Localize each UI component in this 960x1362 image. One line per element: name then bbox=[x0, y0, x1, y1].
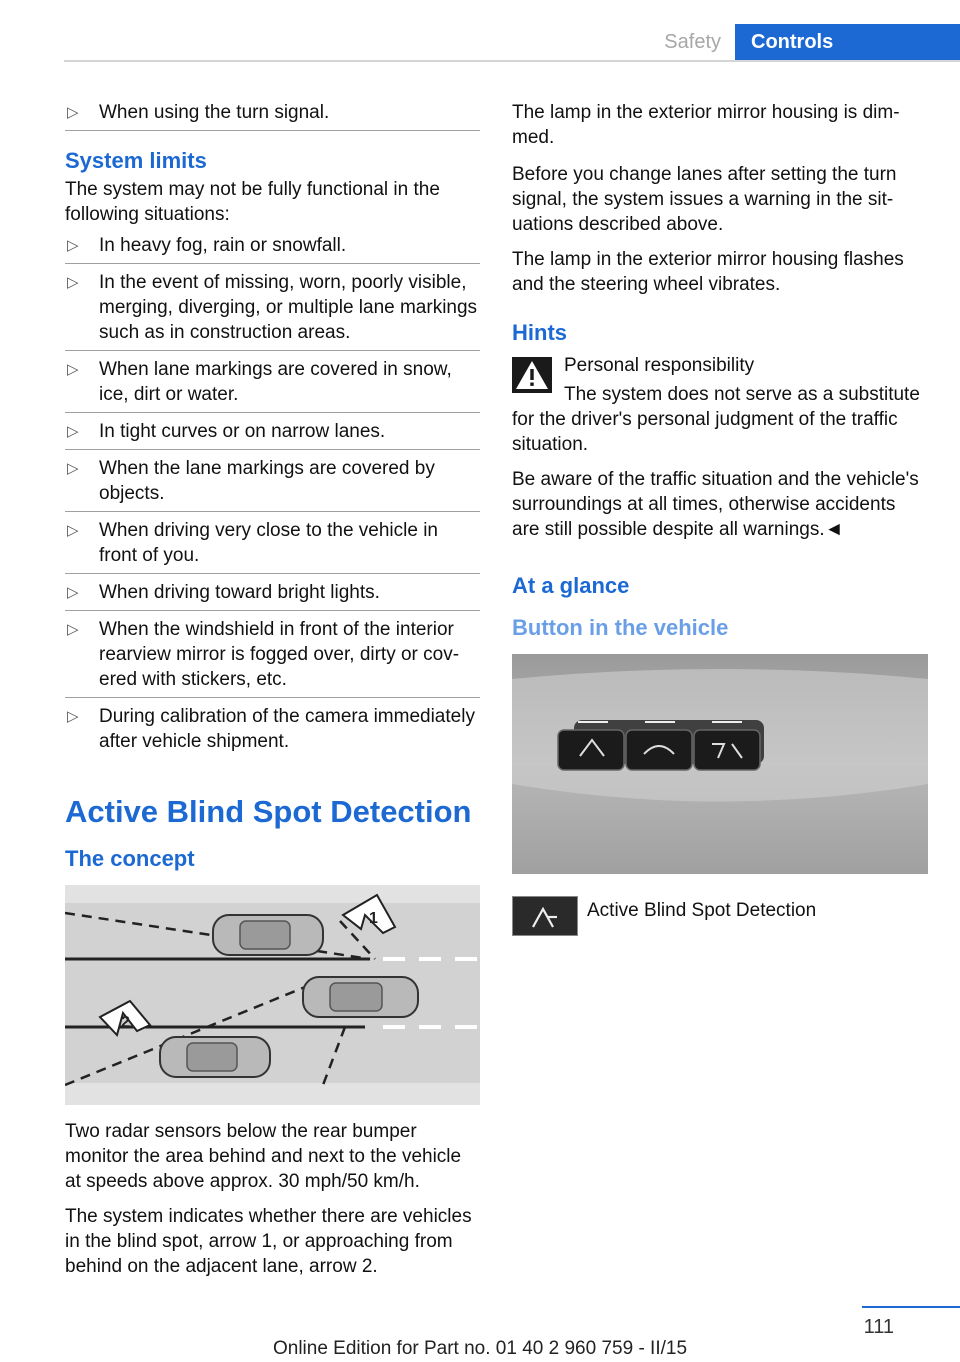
triangle-bullet-icon: ▷ bbox=[67, 274, 79, 291]
turn-signal-list bbox=[65, 100, 480, 131]
warning-block bbox=[512, 353, 928, 457]
warning-text: The system does not serve as a substitute for the driver's personal judgment of the traffic situation. bbox=[512, 384, 920, 455]
list-item: ▷ When lane markings are covered in snow, ice, dirt or water. bbox=[65, 357, 480, 413]
car-top bbox=[213, 915, 323, 955]
vehicle-button-photo bbox=[512, 654, 928, 874]
list-item: ▷ When the lane markings are covered by objects. bbox=[65, 456, 480, 512]
system-limits-list bbox=[65, 233, 480, 759]
concept-paragraph-1: Two radar sensors below the rear bumper monitor the area behind and next to the vehicle at speeds above approx. 30 mph/50 km/h. bbox=[65, 1121, 462, 1192]
tab-safety[interactable]: Safety bbox=[621, 24, 735, 60]
warning-title: Personal responsibility bbox=[564, 355, 755, 376]
header-tabs bbox=[621, 24, 960, 60]
system-limits-heading: System limits bbox=[65, 148, 207, 173]
lamp-dimmed-text: The lamp in the exterior mirror housing is dimmed. bbox=[512, 102, 900, 148]
hints-heading: Hints bbox=[512, 320, 567, 345]
car-bottom bbox=[160, 1037, 270, 1077]
triangle-bullet-icon: ▷ bbox=[67, 423, 79, 440]
lamp-flash-text: The lamp in the exterior mirror housing flashes and the steering wheel vibrates. bbox=[512, 249, 904, 295]
concept-paragraph-2: The system indicates whether there are vehicles in the blind spot, arrow 1, or approaching from behind on the adjacent lane, arrow 2. bbox=[65, 1206, 472, 1277]
list-item: ▷ When driving very close to the vehicle in front of you. bbox=[65, 518, 480, 574]
blind-spot-button-icon bbox=[512, 896, 578, 936]
warning-icon bbox=[512, 357, 552, 393]
section-title: Active Blind Spot Detection bbox=[65, 794, 472, 829]
system-limits-intro: The system may not be fully functional in the following situations: bbox=[65, 179, 440, 225]
list-item: ▷ In the event of missing, worn, poorly visible, merging, diverging, or multiple lane markings such as in construction areas. bbox=[65, 270, 480, 351]
awareness-text: Be aware of the traffic situation and the vehicle's surroundings at all times, otherwise accidents are still possible despite all warnings.◄ bbox=[512, 469, 919, 540]
footer-rule bbox=[862, 1306, 960, 1308]
list-item: ▷ When the windshield in front of the interior rearview mirror is fogged over, dirty or covered with stickers, etc. bbox=[65, 617, 480, 698]
lane-change-text: Before you change lanes after setting the turn signal, the system issues a warning in the situations described above. bbox=[512, 164, 897, 235]
right-column bbox=[512, 100, 928, 936]
triangle-bullet-icon: ▷ bbox=[67, 237, 79, 254]
arrow-2-label: 2 bbox=[121, 1014, 130, 1031]
header-rule bbox=[64, 60, 960, 62]
list-item: ▷ When using the turn signal. bbox=[65, 100, 480, 131]
triangle-bullet-icon: ▷ bbox=[67, 460, 79, 477]
page-number: 111 bbox=[863, 1316, 894, 1338]
triangle-bullet-icon: ▷ bbox=[67, 708, 79, 725]
footer-edition: Online Edition for Part no. 01 40 2 960 759 - II/15 bbox=[272, 1338, 688, 1359]
triangle-bullet-icon: ▷ bbox=[67, 621, 79, 638]
triangle-bullet-icon: ▷ bbox=[67, 104, 79, 121]
tab-controls[interactable]: Controls bbox=[735, 24, 960, 60]
lanes-illustration bbox=[65, 885, 480, 1105]
arrow-1-label: 1 bbox=[369, 910, 378, 927]
blind-spot-diagram bbox=[65, 885, 480, 1105]
legend-row bbox=[512, 894, 928, 936]
concept-heading: The concept bbox=[65, 846, 195, 871]
list-item: ▷ When driving toward bright lights. bbox=[65, 580, 480, 611]
button-in-vehicle-heading: Button in the vehicle bbox=[512, 615, 729, 640]
list-item: ▷ During calibration of the camera immediately after vehicle shipment. bbox=[67, 706, 475, 752]
car-middle bbox=[303, 977, 418, 1017]
at-a-glance-heading: At a glance bbox=[512, 573, 630, 598]
triangle-bullet-icon: ▷ bbox=[67, 361, 79, 378]
list-item: ▷ In tight curves or on narrow lanes. bbox=[65, 419, 480, 450]
triangle-bullet-icon: ▷ bbox=[67, 522, 79, 539]
triangle-bullet-icon: ▷ bbox=[67, 584, 79, 601]
list-item: ▷ In heavy fog, rain or snowfall. bbox=[65, 233, 480, 264]
left-column bbox=[65, 100, 480, 1289]
legend-caption: Active Blind Spot Detection bbox=[587, 900, 817, 921]
